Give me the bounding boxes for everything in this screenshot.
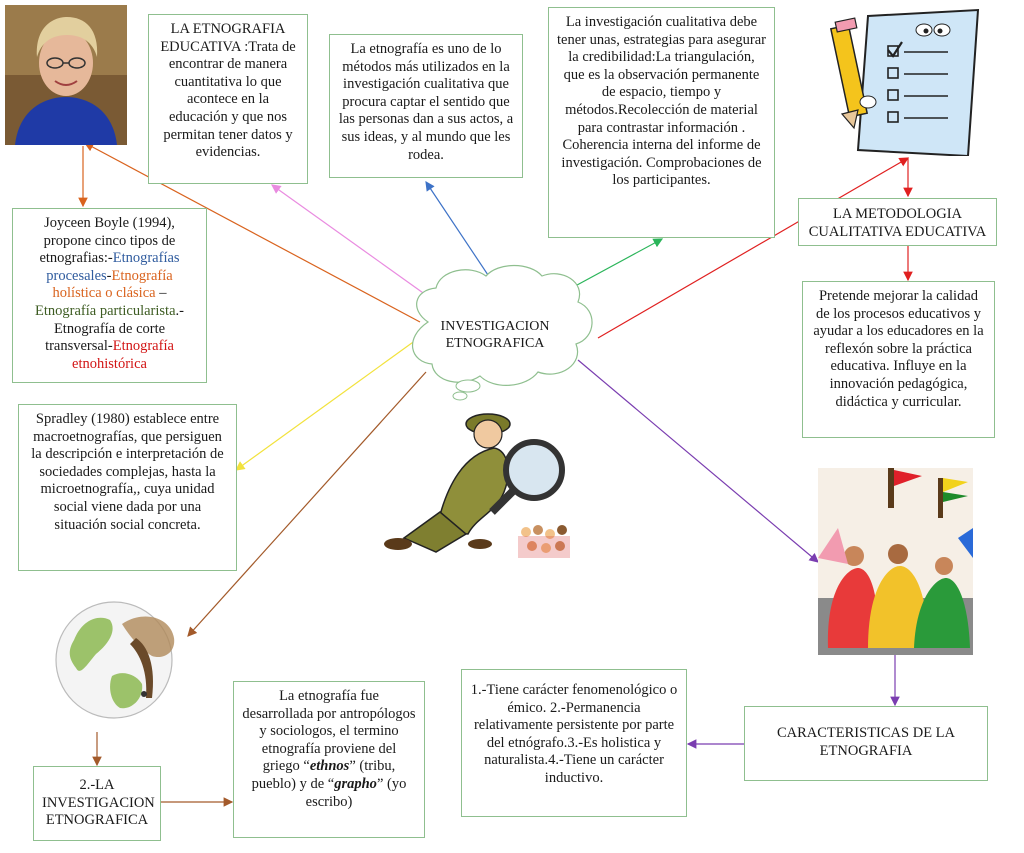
metodo-text: La etnografía es uno de lo métodos más utilizados en la investigación cualitativa que procura captar el sentido que las personas dan a sus actos, a sus ideas, y al mundo que les rodea. <box>338 41 514 163</box>
portrait-image <box>5 5 127 145</box>
investigacion2-box <box>33 766 161 841</box>
boyle-type-particularista: Etnografía particularista <box>35 302 176 319</box>
investigacion2-text: 2.-LA INVESTIGACION ETNOGRAFICA <box>42 777 155 829</box>
center-label-line1: INVESTIGACION <box>440 319 550 334</box>
credibilidad-box <box>548 7 775 238</box>
pretende-box <box>802 281 995 438</box>
festival-photo-image <box>818 468 973 655</box>
arrow-center-to-festival <box>578 360 818 562</box>
etnografia-educativa-text: LA ETNOGRAFIA EDUCATIVA :Trata de encontrar de manera cuantitativa lo que acontece en la educación y que nos permitan tener datos y evidencias. <box>160 21 296 161</box>
origen-grapho: grapho <box>334 775 377 792</box>
caracteres-box <box>461 669 687 817</box>
detective-cartoon-image <box>376 392 576 562</box>
boyle-sep3: .- <box>175 302 184 319</box>
boyle-sep2: – <box>155 285 167 302</box>
pretende-text: Pretende mejorar la calidad de los procesos educativos y ayudar a los educadores en la reflexón sobre la práctica educativa. Influye en la innovación pedagógica, didáctica y curricular. <box>813 288 984 410</box>
metodologia-text: LA METODOLOGIA CUALITATIVA EDUCATIVA <box>808 206 987 240</box>
boyle-text <box>21 215 198 373</box>
origen-p3: ” (yo escribo) <box>305 775 407 810</box>
origen-box <box>233 681 425 838</box>
origen-ethnos: ethnos <box>309 758 350 775</box>
boyle-sep1: - <box>106 267 112 284</box>
spradley-box <box>18 404 237 571</box>
caracteristicas-text: CARACTERISTICAS DE LA ETNOGRAFIA <box>776 725 956 759</box>
boyle-type-holistica: Etnografía holística o clásica <box>52 267 173 302</box>
center-label <box>418 318 572 352</box>
boyle-sep4: - <box>107 338 113 355</box>
checklist-cartoon-image <box>828 6 988 156</box>
globe-image <box>52 580 192 730</box>
boyle-type-etnohistorica: Etnografía etnohistórica <box>72 338 174 372</box>
spradley-text: Spradley (1980) establece entre macroetnografías, que persiguen la descripción e interpretación de sociedades complejas, hasta la microetnografía,, cuya unidad social viene dada por una situación social concreta. <box>31 411 224 533</box>
boyle-type-procesales: Etnografías procesales <box>46 250 180 284</box>
boyle-type-transversal: Etnografía de corte transversal <box>45 320 166 355</box>
metodo-box <box>329 34 523 178</box>
metodologia-box <box>798 198 997 246</box>
etnografia-educativa-box <box>148 14 308 184</box>
boyle-box <box>12 208 207 383</box>
boyle-intro: Joyceen Boyle (1994), propone cinco tipos de etnografias:- <box>39 215 176 267</box>
origen-text <box>242 688 416 811</box>
caracteristicas-box <box>744 706 988 781</box>
caracteres-text: 1.-Tiene carácter fenomenológico o émico. 2.-Permanencia relativamente persistente por parte del etnógrafo.3.-Es holistica y naturalista.4.-Tiene un carácter inductivo. <box>470 682 678 786</box>
origen-p2: ” (tribu, pueblo) y de “ <box>251 758 396 792</box>
origen-p1: La etnografía fue desarrollada por antropólogos y sociologos, el termino etnografía proviene del griego “ <box>242 688 416 775</box>
arrow-center-to-etno-educativa <box>272 185 440 305</box>
credibilidad-text: La investigación cualitativa debe tener unas, estrategias para asegurar la credibilidad:La triangulación, que es la observación permanente de espacio, tiempo y métodos.Recolección de material para contrastar información . Coherencia interna del informe de investigación. Comprobaciones de los participantes. <box>557 14 766 189</box>
center-label-line2: ETNOGRAFICA <box>445 336 545 351</box>
arrow-center-to-credibilidad <box>566 239 662 291</box>
